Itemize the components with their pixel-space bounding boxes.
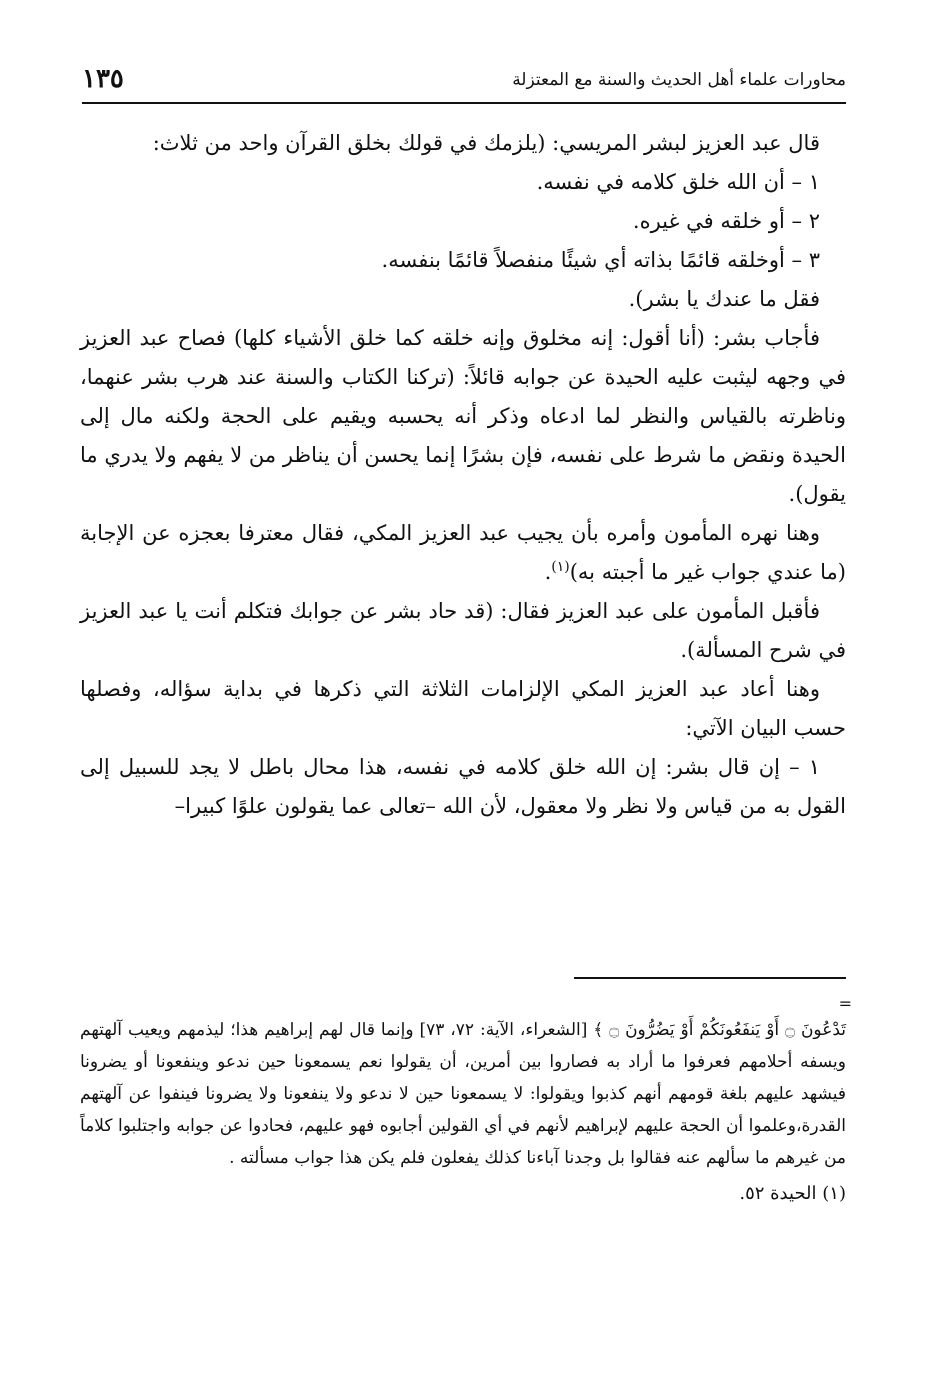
paragraph-bishr-answer: فأجاب بشر: (أنا أقول: إنه مخلوق وإنه خلقه كما خلق الأشياء كلها) فصاح عبد العزيز في وجهه ليثبت عليه الحيدة عن جوابه قائلاً: (تركنا الكتاب والسنة عند هرب بشر عنهما، وناظرته بالقياس والنظر لما ادعاه وذكر أنه يحسبه ويقيم على الحجة ولكنه مال إلى الحيدة ونقض ما شرط على نفسه، فإن بشرًا إنما يحسن أن يناظر من لا يفهم ولا يدري ما يقول). <box>80 326 846 506</box>
footnote-reference[interactable]: (١) <box>551 559 570 575</box>
main-text <box>80 124 846 826</box>
page-number: ١٣٥ <box>82 64 124 94</box>
continued-mark: = <box>838 994 852 1013</box>
paragraph-first-case: ١ – إن قال بشر: إن الله خلق كلامه في نفسه، هذا محال باطل لا يجد للسبيل إلى القول به من قياس ولا نظر ولا معقول، لأن الله –تعالى عما يقولون علوًا كبيرا– <box>80 755 846 818</box>
paragraph-mamun-end: . <box>544 560 552 584</box>
paragraph-mamun-text: وهنا نهره المأمون وأمره بأن يجيب عبد العزيز المكي، فقال معترفا بعجزه عن الإجابة (ما عندي جواب غير ما أجبته به) <box>80 521 846 584</box>
paragraph-obligations: وهنا أعاد عبد العزيز المكي الإلزامات الثلاثة التي ذكرها في بداية سؤاله، وفصلها حسب البيان الآتي: <box>80 677 846 740</box>
list-item-3: ٣ – أوخلقه قائمًا بذاته أي شيئًا منفصلاً قائمًا بنفسه. <box>381 248 820 272</box>
paragraph-abdulaziz: فأقبل المأمون على عبد العزيز فقال: (قد حاد بشر عن جوابك فتكلم أنت يا عبد العزيز في شرح المسألة). <box>80 599 846 662</box>
footnote-continuation: تَدْعُونَ ۝ أَوْ يَنفَعُونَكُمْ أَوْ يَضُرُّونَ ۝ ﴾ [الشعراء، الآية: ٧٢، ٧٣] وإنما قال لهم إبراهيم هذا؛ ليذمهم ويعيب آلهتهم ويسفه أحلامهم فعرفوا ما أراد به فصاروا بين أمرين، أن يقولوا نعم يسمعونا حين ندعو وينفعونا أو يضرونا فيشهد عليهم بلغة قومهم أنهم كذبوا ويقولوا: لا يسمعونا حين لا ندعو ولا ينفعونا ولا يضرونا فينفوا عن آلهتهم القدرة،وعلموا أن الحجة عليهم لإبراهيم لأنهم في أي القولين أجابوه فهو عليهم، فحادوا عن جوابه واجتلبوا كلاماً من غيرهم ما سألهم عنه فقالوا بل وجدنا آباءنا كذلك يفعلون فلم يكن هذا جواب مسألته . <box>80 1020 847 1168</box>
paragraph-mamun <box>80 514 846 592</box>
footnote-divider <box>574 977 846 979</box>
paragraph-ask: فقل ما عندك يا بشر). <box>628 287 820 311</box>
footnotes <box>80 1014 846 1210</box>
paragraph-intro: قال عبد العزيز لبشر المريسي: (يلزمك في قولك بخلق القرآن واحد من ثلاث: <box>152 131 820 155</box>
list-item-1: ١ – أن الله خلق كلامه في نفسه. <box>536 170 820 194</box>
footnote-1: (١) الحيدة ٥٢. <box>739 1183 846 1204</box>
running-header <box>82 66 846 104</box>
running-title: محاورات علماء أهل الحديث والسنة مع المعتزلة <box>512 70 846 90</box>
list-item-2: ٢ – أو خلقه في غيره. <box>632 209 820 233</box>
